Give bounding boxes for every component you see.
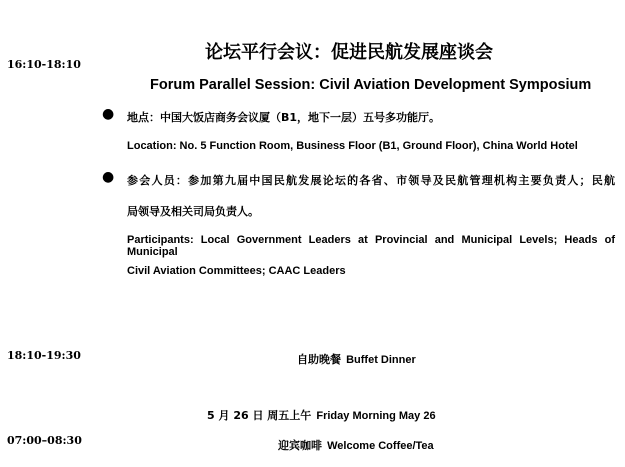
- participants-zh-line2: 局领导及相关司局负责人。: [127, 205, 259, 218]
- participants-zh-line1: 参会人员：参加第九届中国民航发展论坛的各省、市领导及民航管理机构主要负责人；民航: [127, 174, 615, 187]
- location-bullet: ●: [102, 106, 115, 122]
- dinner-time: 18:10-19:30: [7, 349, 81, 362]
- day-heading: [207, 404, 436, 423]
- day-heading-zh: 5 月 26 日 周五上午: [207, 409, 312, 422]
- location-zh: 地点：中国大饭店商务会议厦（B1，地下一层）五号多功能厅。: [127, 111, 441, 124]
- participants-en-line2: Civil Aviation Committees; CAAC Leaders: [127, 265, 346, 277]
- coffee-label-zh: 迎宾咖啡: [278, 439, 322, 452]
- dinner-label-zh: 自助晚餐: [297, 353, 341, 366]
- session-title-en: Forum Parallel Session: Civil Aviation Development Symposium: [150, 77, 592, 93]
- session-time: 16:10-18:10: [7, 58, 81, 71]
- location-en: Location: No. 5 Function Room, Business Floor (B1, Ground Floor), China World Hotel: [127, 140, 578, 152]
- coffee-time: 07:00–08:30: [7, 434, 82, 447]
- session-title-zh: 论坛平行会议：促进民航发展座谈会: [205, 42, 493, 63]
- coffee-label-en: Welcome Coffee/Tea: [327, 440, 434, 452]
- participants-en-line1: Participants: Local Government Leaders at Provincial and Municipal Levels; Heads of Municipal: [127, 234, 615, 258]
- dinner-label-en: Buffet Dinner: [346, 354, 416, 366]
- day-heading-en: Friday Morning May 26: [316, 410, 436, 422]
- coffee-label: [278, 434, 434, 453]
- participants-bullet: ●: [102, 169, 115, 185]
- dinner-label: [297, 348, 416, 367]
